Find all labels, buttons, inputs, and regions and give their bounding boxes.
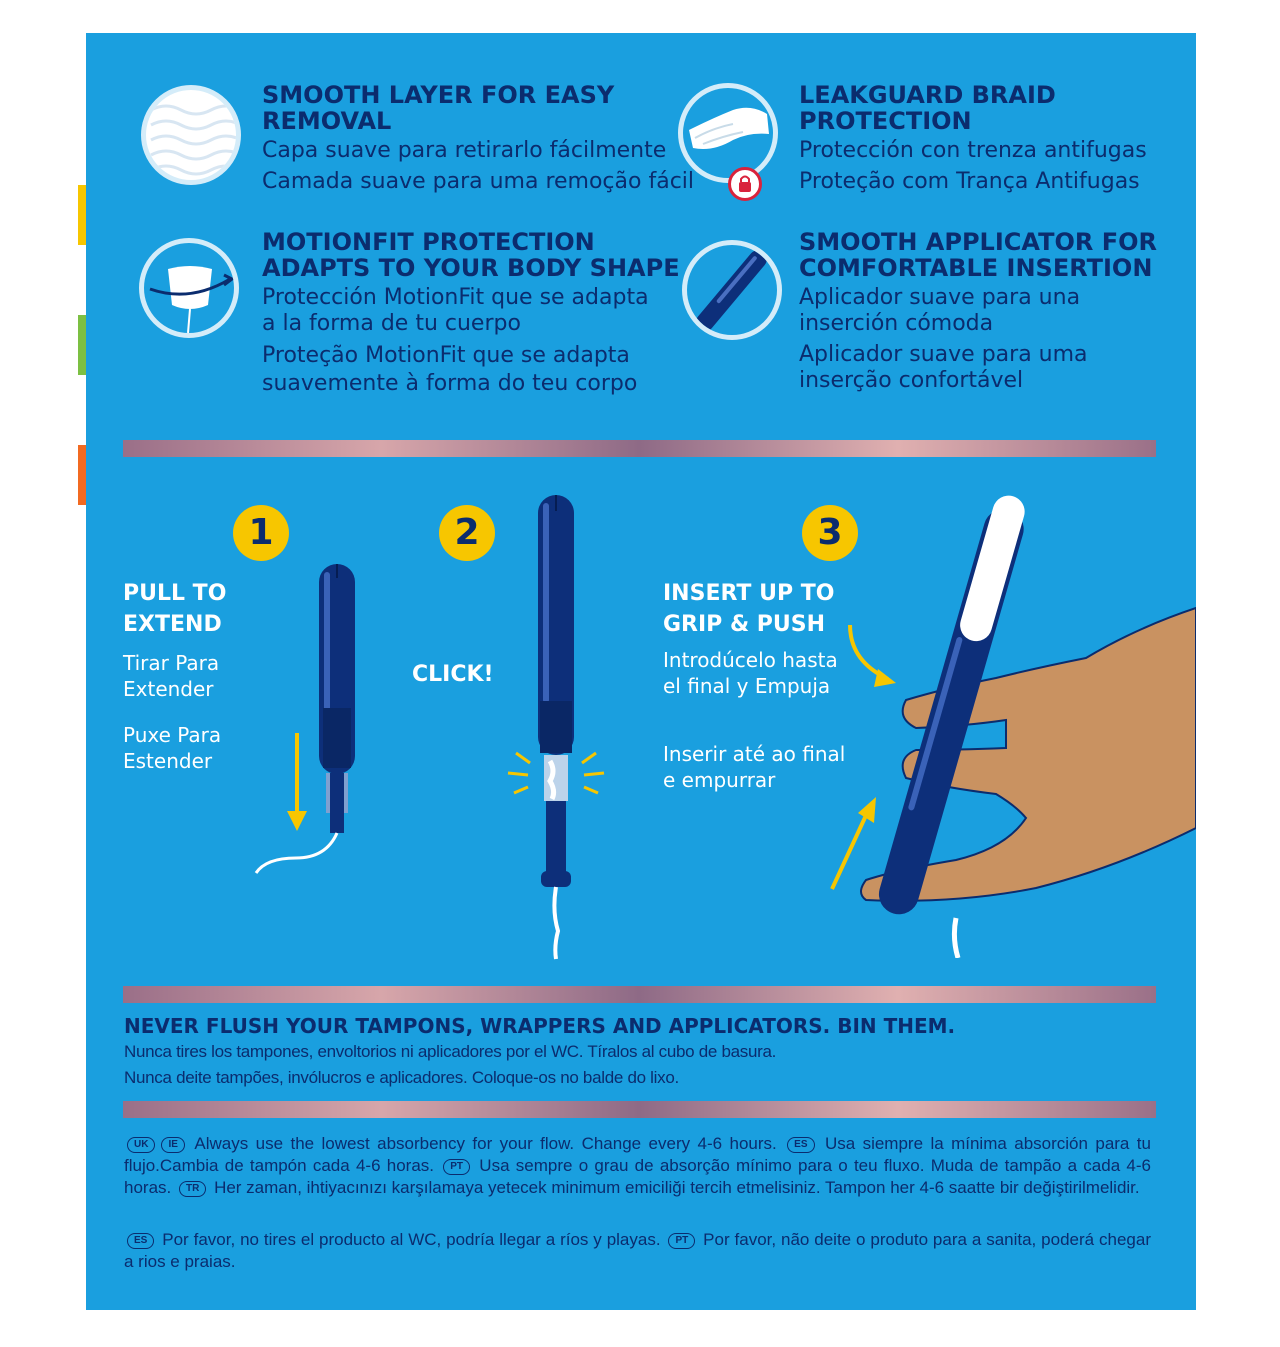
feature-es-motionfit: Protección MotionFit que se adapta a la forma de tu cuerpo	[262, 285, 649, 336]
country-badge-pt: PT	[443, 1159, 470, 1175]
country-badge-ie: IE	[161, 1137, 184, 1153]
step-1-es: Tirar Para Extender	[123, 651, 220, 701]
divider-band	[123, 440, 1156, 457]
fine-print-es: Usa siempre la mínima absorción para tu flujo.Cambia de tampón cada 4-6 horas.	[124, 1134, 1151, 1175]
fine-print-en: Always use the lowest absorbency for your flow. Change every 4-6 hours.	[194, 1134, 777, 1153]
feature-title-leakguard: LEAKGUARD BRAID PROTECTION	[799, 81, 1056, 135]
divider-band	[123, 986, 1156, 1003]
cotton-layer-icon	[141, 85, 241, 185]
fine-print-pt: Usa sempre o grau de absorção mínimo para o teu fluxo. Muda de tampão a cada 4-6 horas.	[124, 1156, 1151, 1197]
step-3-heading: INSERT UP TO GRIP & PUSH	[663, 581, 835, 637]
package-panel	[86, 33, 1196, 1310]
edge-tab-orange	[78, 445, 86, 505]
country-badge-pt: PT	[668, 1233, 695, 1249]
feature-es-smooth-layer: Capa suave para retirarlo fácilmente	[262, 138, 667, 163]
arrow-down-icon	[282, 731, 312, 841]
disposal-warning-es: Nunca tires los tampones, envoltorios ni aplicadores por el WC. Tíralos al cubo de basura.	[124, 1042, 777, 1061]
step-1-heading: PULL TO EXTEND	[123, 581, 227, 637]
step-1-pt: Puxe Para Estender	[123, 723, 222, 773]
step-2-applicator-illustration	[486, 491, 626, 961]
fine-print-tr: Her zaman, ihtiyacınızı karşılamaya yetecek minimum emiciliği tercih etmelisiniz. Tampon her 4-6 saatte bir değiştirilmelidir.	[214, 1178, 1140, 1197]
feature-pt-smooth-layer: Camada suave para uma remoção fácil	[262, 169, 695, 194]
flush-fine-print	[124, 1229, 1151, 1273]
absorbency-fine-print	[124, 1133, 1151, 1199]
country-badge-es: ES	[127, 1233, 154, 1249]
step-3-badge: 3	[802, 505, 858, 561]
braid-lock-icon	[678, 83, 778, 183]
applicator-icon	[682, 240, 782, 340]
step-3-es: Introdúcelo hasta el final y Empuja	[663, 648, 838, 698]
feature-title-motionfit: MOTIONFIT PROTECTION ADAPTS TO YOUR BODY SHAPE	[262, 228, 680, 282]
feature-pt-motionfit: Proteção MotionFit que se adapta suavemente à forma do teu corpo	[262, 343, 638, 396]
arrow-up-icon	[824, 795, 884, 895]
arrow-curve-icon	[844, 621, 904, 691]
disposal-warning-title: NEVER FLUSH YOUR TAMPONS, WRAPPERS AND APPLICATORS. BIN THEM.	[124, 1014, 956, 1038]
feature-es-applicator: Aplicador suave para una inserción cómoda	[799, 285, 1081, 336]
fine-print-pt2: Por favor, não deite o produto para a sanita, poderá chegar a rios e praias.	[124, 1230, 1151, 1271]
feature-title-smooth-layer: SMOOTH LAYER FOR EASY REMOVAL	[262, 81, 615, 135]
divider-band	[123, 1101, 1156, 1118]
step-2-click-label: CLICK!	[412, 662, 494, 687]
edge-tab-yellow	[78, 185, 86, 245]
step-1-applicator-illustration	[246, 558, 386, 888]
country-badge-tr: TR	[179, 1181, 206, 1197]
disposal-warning-pt: Nunca deite tampões, invólucros e aplicadores. Coloque-os no balde do lixo.	[124, 1068, 679, 1087]
feature-pt-leakguard: Proteção com Trança Antifugas	[799, 169, 1140, 194]
country-badge-uk: UK	[127, 1137, 155, 1153]
fine-print-es2: Por favor, no tires el producto al WC, podría llegar a ríos y playas.	[162, 1230, 661, 1249]
step-3-hand-insertion-illustration	[836, 488, 1196, 958]
country-badge-es: ES	[787, 1137, 814, 1153]
feature-title-applicator: SMOOTH APPLICATOR FOR COMFORTABLE INSERTION	[799, 228, 1157, 282]
feature-es-leakguard: Protección con trenza antifugas	[799, 138, 1147, 163]
feature-pt-applicator: Aplicador suave para uma inserção confortável	[799, 342, 1088, 393]
edge-tab-green	[78, 315, 86, 375]
step-3-pt: Inserir até ao final e empurrar	[663, 742, 846, 792]
step-1-badge: 1	[233, 505, 289, 561]
motionfit-icon	[139, 238, 239, 338]
step-2-badge: 2	[439, 505, 495, 561]
lock-icon	[728, 167, 762, 201]
